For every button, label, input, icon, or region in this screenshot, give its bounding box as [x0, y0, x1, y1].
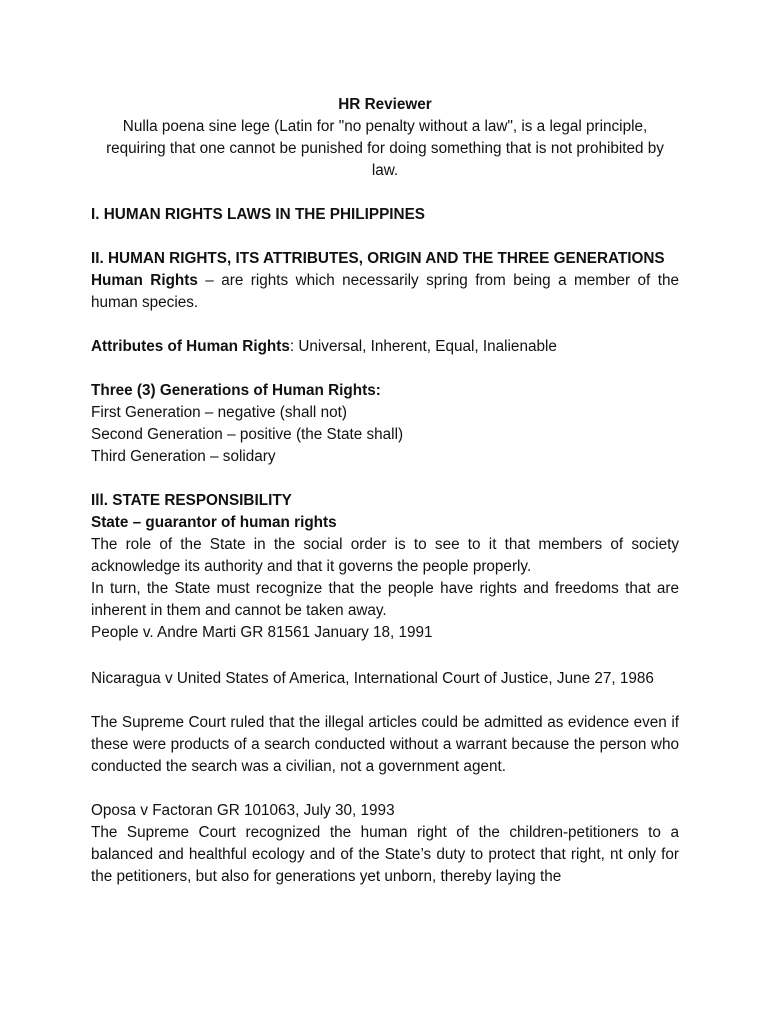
human-rights-definition — [91, 270, 679, 314]
attributes-line — [91, 336, 679, 358]
section-3-paragraph-1: The role of the State in the social order is to see to it that members of society acknowledge its authority and that it governs the people properly. — [91, 536, 679, 575]
generations-heading: Three (3) Generations of Human Rights: — [91, 382, 381, 399]
section-2-heading: II. HUMAN RIGHTS, ITS ATTRIBUTES, ORIGIN AND THE THREE GENERATIONS — [91, 250, 665, 267]
case-nicaragua-text: The Supreme Court ruled that the illegal articles could be admitted as evidence even if these were products of a search conducted without a warrant because the person who conducted the search was a civilian, not a government agent. — [91, 714, 679, 775]
section-3-heading: Ill. STATE RESPONSIBILITY — [91, 492, 292, 509]
case-people-v-marti: People v. Andre Marti GR 81561 January 18, 1991 — [91, 624, 433, 641]
generation-second: Second Generation – positive (the State shall) — [91, 426, 404, 443]
human-rights-def-text: – are rights which necessarily spring from being a member of the human species. — [91, 272, 679, 311]
section-3-paragraph-2: In turn, the State must recognize that the people have rights and freedoms that are inherent in them and cannot be taken away. — [91, 580, 679, 619]
doc-title: HR Reviewer — [338, 96, 432, 113]
attributes-text: : Universal, Inherent, Equal, Inalienable — [289, 338, 557, 355]
section-1-heading: I. HUMAN RIGHTS LAWS IN THE PHILIPPINES — [91, 206, 425, 223]
human-rights-term: Human Rights — [91, 272, 198, 289]
attributes-label: Attributes of Human Rights — [91, 338, 290, 355]
section-3-subheading: State – guarantor of human rights — [91, 514, 337, 531]
generation-first: First Generation – negative (shall not) — [91, 404, 347, 421]
case-nicaragua-title: Nicaragua v United States of America, International Court of Justice, June 27, 1986 — [91, 670, 654, 687]
case-oposa-title: Oposa v Factoran GR 101063, July 30, 1993 — [91, 802, 395, 819]
case-oposa-text: The Supreme Court recognized the human right of the children-petitioners to a balanced and healthful ecology and of the State’s duty to protect that right, nt only for the petitioners, but also for generations yet unborn, thereby laying the — [91, 824, 679, 885]
intro-paragraph: Nulla poena sine lege (Latin for "no penalty without a law", is a legal principle, requiring that one cannot be punished for doing something that is not prohibited by law. — [106, 118, 664, 179]
generation-third: Third Generation – solidary — [91, 448, 276, 465]
